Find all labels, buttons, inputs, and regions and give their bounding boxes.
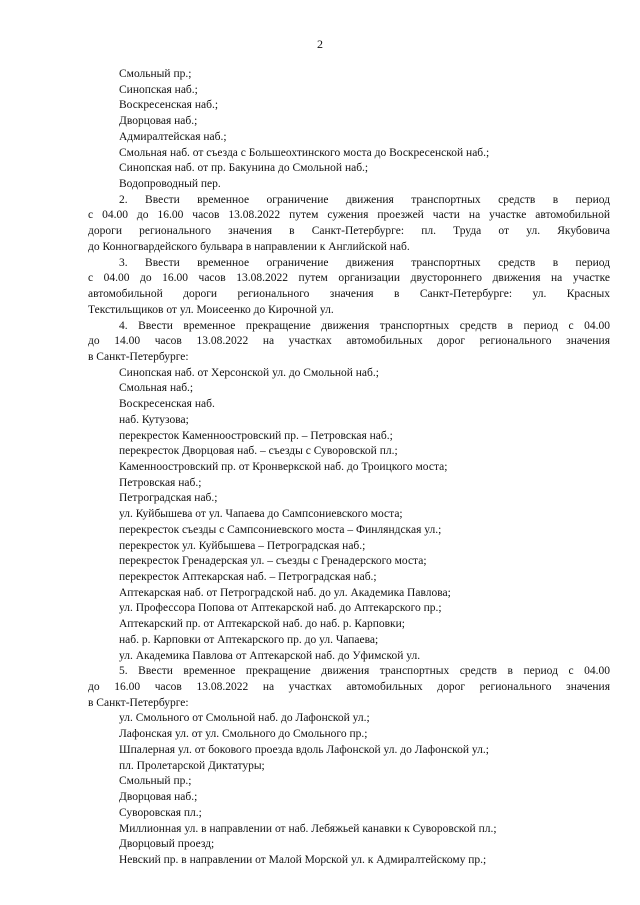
text-line: ул. Куйбышева от ул. Чапаева до Сампсониевского моста; xyxy=(119,508,403,521)
text-line: в Санкт-Петербурге: xyxy=(88,350,189,363)
text-line: Смольный пр.; xyxy=(119,775,192,788)
text-line: Дворцовый проезд; xyxy=(119,838,215,851)
text-line: до 16.00 часов 13.08.2022 на участках автомобильных дорог регионального значения xyxy=(88,681,610,694)
text-line: Аптекарский пр. от Аптекарской наб. до наб. р. Карповки; xyxy=(119,618,405,631)
text-line: перекресток ул. Куйбышева – Петроградская наб.; xyxy=(119,539,366,552)
text-line: с 04.00 до 16.00 часов 13.08.2022 путем сужения проезжей части на участке автомобильной xyxy=(88,209,610,222)
text-line: Синопская наб.; xyxy=(119,83,198,96)
text-line: Синопская наб. от пр. Бакунина до Смольной наб.; xyxy=(119,162,369,175)
text-line: Миллионная ул. в направлении от наб. Лебяжьей канавки к Суворовской пл.; xyxy=(119,822,497,835)
text-line: до 14.00 часов 13.08.2022 на участках автомобильных дорог регионального значения xyxy=(88,335,610,348)
text-line: Шпалерная ул. от бокового проезда вдоль Лафонской ул. до Лафонской ул.; xyxy=(119,743,489,756)
text-line: Каменноостровский пр. от Кронверкской наб. до Троицкого моста; xyxy=(119,460,448,473)
text-line: Адмиралтейская наб.; xyxy=(119,130,227,143)
text-line: дороги регионального значения в Санкт-Петербурге: пл. Труда от ул. Якубовича xyxy=(88,225,610,238)
text-line: Синопская наб. от Херсонской ул. до Смольной наб.; xyxy=(119,366,379,379)
text-line: 5. Ввести временное прекращение движения транспортных средств в период с 04.00 xyxy=(119,665,610,678)
text-line: Невский пр. в направлении от Малой Морской ул. к Адмиралтейскому пр.; xyxy=(119,853,487,866)
text-line: Текстильщиков от ул. Моисеенко до Кирочной ул. xyxy=(88,303,334,316)
text-line: автомобильной дороги регионального значения в Санкт-Петербурге: ул. Красных xyxy=(88,288,610,301)
text-line: Воскресенская наб. xyxy=(119,398,215,411)
text-line: Дворцовая наб.; xyxy=(119,791,198,804)
text-line: перекресток Дворцовая наб. – съезды с Суворовской пл.; xyxy=(119,445,398,458)
text-line: Смольная наб. от съезда с Большеохтинского моста до Воскресенской наб.; xyxy=(119,146,490,159)
text-line: Аптекарская наб. от Петроградской наб. до ул. Академика Павлова; xyxy=(119,586,451,599)
text-line: пл. Пролетарской Диктатуры; xyxy=(119,759,265,772)
text-line: перекресток Гренадерская ул. – съезды с Гренадерского моста; xyxy=(119,555,427,568)
text-line: 4. Ввести временное прекращение движения транспортных средств в период с 04.00 xyxy=(119,319,610,332)
text-line: 2. Ввести временное ограничение движения транспортных средств в период xyxy=(119,193,610,206)
text-line: Лафонская ул. от ул. Смольного до Смольного пр.; xyxy=(119,728,368,741)
text-line: наб. Кутузова; xyxy=(119,413,189,426)
document-body xyxy=(88,67,610,869)
text-line: Смольная наб.; xyxy=(119,382,194,395)
text-line: ул. Академика Павлова от Аптекарской наб. до Уфимской ул. xyxy=(119,649,421,662)
text-line: до Конногвардейского бульвара в направлении к Английской наб. xyxy=(88,240,410,253)
text-line: ул. Смольного от Смольной наб. до Лафонской ул.; xyxy=(119,712,370,725)
page-number: 2 xyxy=(317,37,323,51)
text-line: в Санкт-Петербурге: xyxy=(88,696,189,709)
text-line: Петроградская наб.; xyxy=(119,492,218,505)
text-line: Суворовская пл.; xyxy=(119,806,202,819)
text-line: Водопроводный пер. xyxy=(119,178,221,191)
text-line: перекресток съезды с Сампсониевского моста – Финляндская ул.; xyxy=(119,523,442,536)
text-line: ул. Профессора Попова от Аптекарской наб. до Аптекарского пр.; xyxy=(119,602,442,615)
text-line: Дворцовая наб.; xyxy=(119,115,198,128)
text-line: перекресток Аптекарская наб. – Петроградская наб.; xyxy=(119,571,377,583)
text-line: 3. Ввести временное ограничение движения транспортных средств в период xyxy=(119,256,610,269)
text-line: Смольный пр.; xyxy=(119,68,192,80)
text-line: перекресток Каменноостровский пр. – Петровская наб.; xyxy=(119,429,393,442)
text-line: с 04.00 до 16.00 часов 13.08.2022 путем организации двустороннего движения на участке xyxy=(88,272,610,285)
text-line: Воскресенская наб.; xyxy=(119,99,219,112)
text-line: наб. р. Карповки от Аптекарского пр. до ул. Чапаева; xyxy=(119,633,379,646)
text-line: Петровская наб.; xyxy=(119,476,202,489)
